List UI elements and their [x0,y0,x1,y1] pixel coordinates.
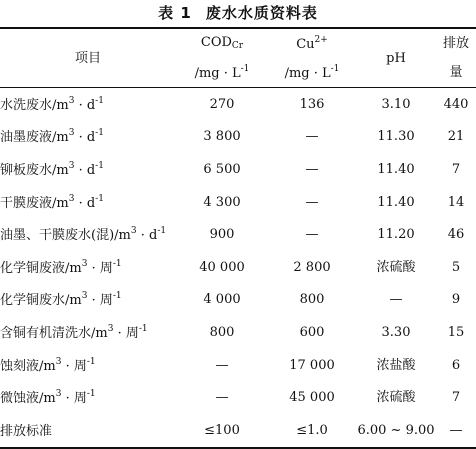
item-name: 蚀刻液/m [0,358,56,374]
cell-discharge: 5 [451,259,461,275]
cell-cu: — [305,194,319,210]
cell-item [0,186,176,219]
table-row [0,153,476,186]
table-caption: 废水水质资料表 [205,4,318,22]
cell-ph: 6.00 ~ 9.00 [357,422,435,438]
table-row [0,414,476,448]
item-unit-time: · 周 [61,358,87,374]
item-name: 水洗废水/m [0,97,69,113]
item-unit-time: · d [74,195,96,211]
item-unit-time: · 周 [87,260,113,276]
item-unit-exponent-2: -1 [157,226,167,237]
cell-cod: — [215,390,229,406]
item-unit-time: · 周 [87,293,113,309]
cell-cu: 136 [299,96,325,112]
cell-discharge: 440 [443,96,469,112]
header-cod-unit-text: /mg · L [194,66,241,81]
cell-cod: 3 800 [203,129,241,145]
cell-cu: 800 [299,292,325,308]
cell-ph: 浓盐酸 [376,357,416,373]
item-unit-exponent-1: 3 [81,258,88,269]
cell-discharge: 14 [447,194,465,210]
cell-cod: — [215,357,229,373]
item-unit-exponent-1: 3 [107,323,114,334]
cell-item [0,153,176,186]
cell-cu: 17 000 [289,357,335,373]
item-unit-exponent-2: -1 [138,323,148,334]
item-name: 油墨废液/m [0,130,69,146]
header-cod-subscript: Cr [231,41,244,51]
header-cu-unit-exponent: -1 [330,64,340,74]
cell-ph: — [389,292,403,308]
item-name: 油墨、干膜废水(混)/m [0,228,131,244]
header-item [0,28,176,88]
item-unit-exponent-2: -1 [86,356,96,367]
cell-item [0,414,176,448]
cell-ph: 3.10 [381,96,411,112]
cell-cod: ≤100 [204,422,240,438]
cell-cu: ≤1.0 [296,422,328,438]
header-discharge-bottom [436,58,476,88]
table-row [0,88,476,121]
cell-cod: 6 500 [203,161,241,177]
item-unit-exponent-1: 3 [68,160,75,171]
cell-ph: 11.20 [377,227,415,243]
cell-discharge: 7 [451,161,461,177]
cell-cod: 270 [209,96,235,112]
cell-cu: — [305,227,319,243]
cell-cod: 4 000 [203,292,241,308]
cell-item [0,218,176,251]
item-unit-time: · d [74,97,96,113]
cell-discharge: 9 [451,292,461,308]
cell-ph: 浓硫酸 [376,390,416,406]
item-unit-time: · 周 [61,391,87,407]
header-item-label: 项目 [74,50,101,66]
table-title [0,2,476,23]
item-unit-exponent-1: 3 [81,291,88,302]
item-unit-exponent-1: 3 [130,226,137,237]
header-row [0,28,476,58]
item-unit-time: · 周 [113,325,139,341]
table-number: 表 1 [158,4,192,22]
item-unit-exponent-2: -1 [95,95,104,106]
cell-cu: 45 000 [289,390,335,406]
table-row [0,186,476,219]
table-row [0,316,476,349]
item-unit-exponent-2: -1 [95,128,104,139]
table-row [0,218,476,251]
cell-cod: 900 [209,227,235,243]
item-unit-exponent-1: 3 [68,95,75,106]
table-row [0,284,476,317]
cell-cod: 40 000 [199,259,245,275]
item-name: 铆板废水/m [0,162,69,178]
header-cu-unit [268,58,356,88]
item-name: 化学铜废水/m [0,293,82,309]
header-ph-label: pH [386,50,406,66]
cell-discharge: 15 [447,324,465,340]
header-cod-label: COD [200,35,232,50]
item-name: 化学铜废液/m [0,260,82,276]
item-unit-time: · d [74,130,96,146]
cell-discharge: — [449,422,463,438]
header-discharge-top-label: 排放 [442,36,469,51]
header-cod [176,28,268,58]
item-unit-exponent-2: -1 [95,160,104,171]
cell-item [0,88,176,121]
cell-discharge: 21 [447,129,465,145]
item-unit-exponent-1: 3 [68,193,75,204]
cell-ph: 11.40 [377,194,415,210]
item-unit-exponent-1: 3 [68,128,75,139]
table-body [0,88,476,448]
item-unit-exponent-1: 3 [55,389,62,400]
table-row [0,381,476,414]
cell-discharge: 7 [451,390,461,406]
header-cu-unit-text: /mg · L [284,66,331,81]
table-row [0,349,476,382]
cell-cu: 2 800 [293,259,331,275]
cell-item [0,381,176,414]
header-cod-unit [176,58,268,88]
cell-cu: 600 [299,324,325,340]
cell-item [0,349,176,382]
item-unit-exponent-2: -1 [112,291,122,302]
wastewater-quality-table [0,27,476,449]
header-cu-label: Cu [296,37,315,52]
cell-item [0,284,176,317]
cell-discharge: 6 [451,357,461,373]
header-ph [356,28,436,88]
item-name: 排放标准 [0,423,53,439]
cell-ph: 浓硫酸 [376,259,416,275]
header-cu [268,28,356,58]
cell-ph: 11.30 [377,129,415,145]
cell-item [0,251,176,284]
cell-cod: 800 [209,324,235,340]
cell-item [0,121,176,154]
cell-cod: 4 300 [203,194,241,210]
cell-item [0,316,176,349]
item-unit-exponent-2: -1 [95,193,104,204]
header-discharge-top [436,28,476,58]
item-unit-exponent-1: 3 [55,356,62,367]
cell-discharge: 46 [447,227,465,243]
cell-cu: — [305,129,319,145]
item-name: 含铜有机清洗水/m [0,325,108,341]
cell-ph: 3.30 [381,324,411,340]
cell-ph: 11.40 [377,161,415,177]
table-row [0,121,476,154]
header-cod-unit-exponent: -1 [240,64,250,74]
item-unit-time: · d [74,162,96,178]
cell-cu: — [305,161,319,177]
item-unit-time: · d [136,228,158,244]
table-row [0,251,476,284]
header-cu-superscript: 2+ [314,35,328,45]
item-unit-exponent-2: -1 [112,258,122,269]
item-name: 微蚀液/m [0,391,56,407]
header-discharge-bottom-label: 量 [449,65,463,80]
item-unit-exponent-2: -1 [86,389,96,400]
item-name: 干膜废液/m [0,195,69,211]
